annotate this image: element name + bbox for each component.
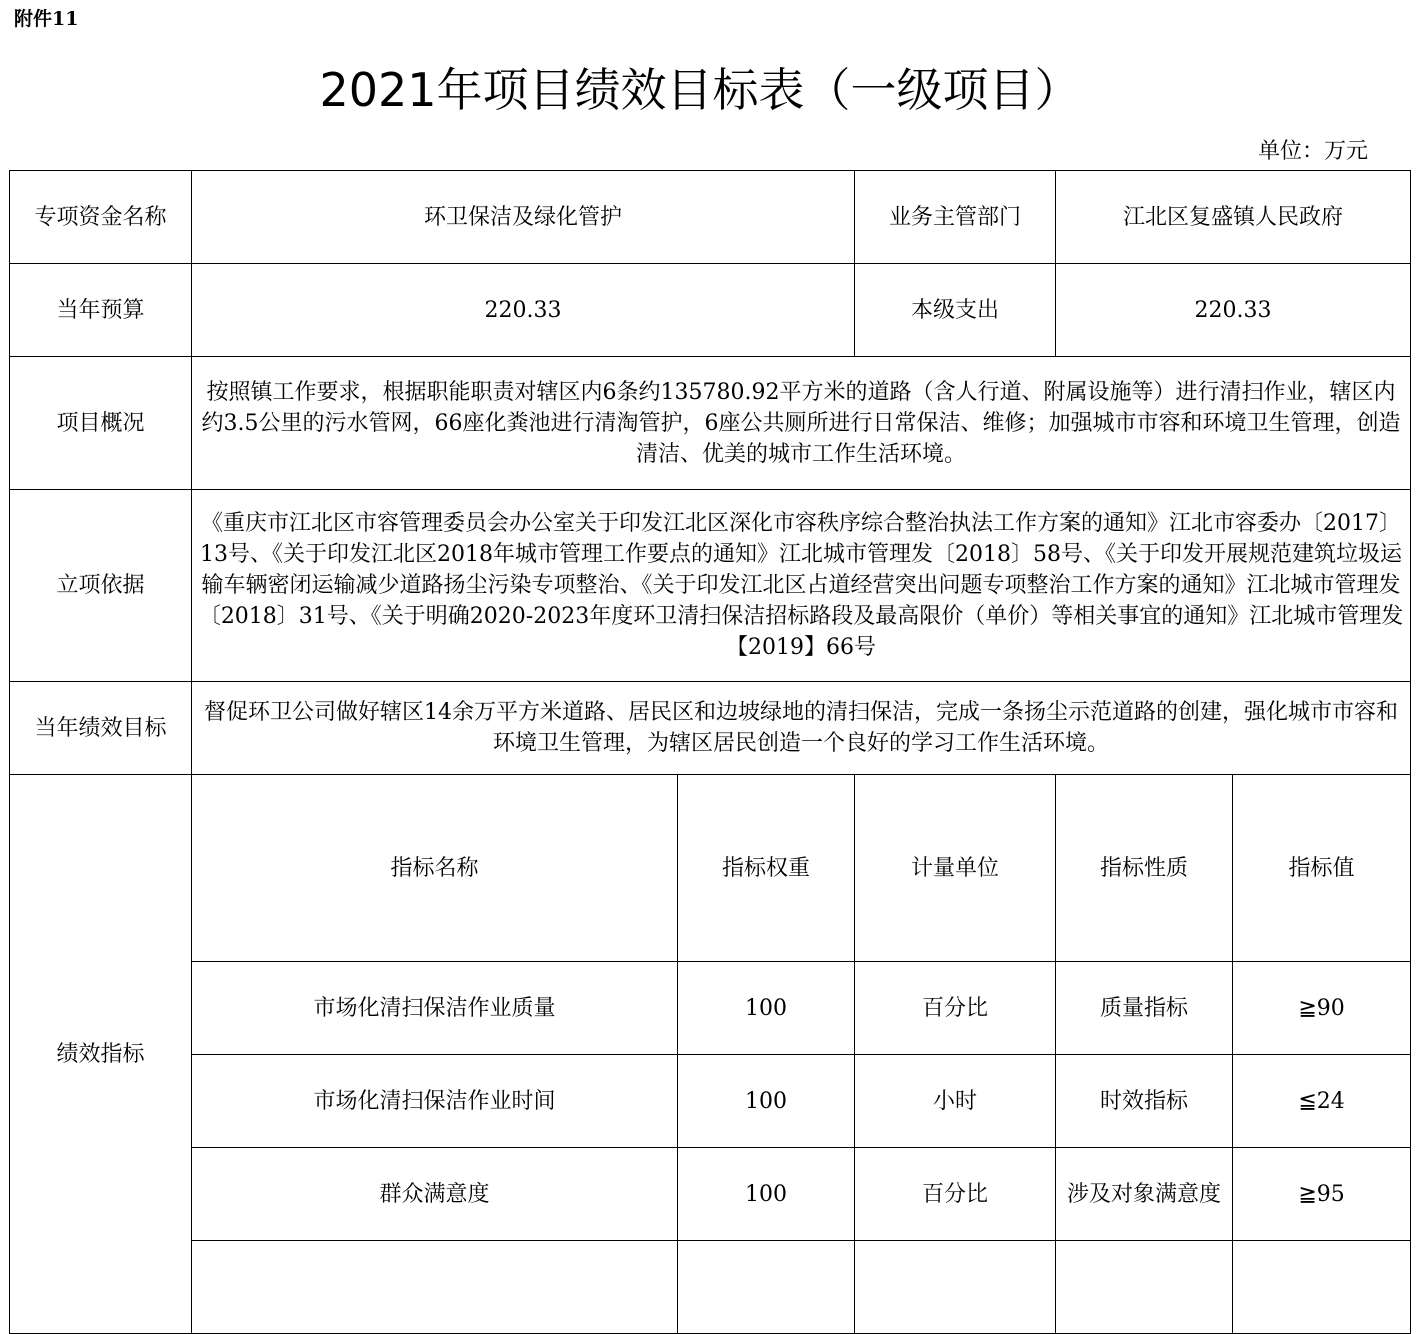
attachment-label: 附件11 [14,8,79,30]
indicator-nature: 质量指标 [1056,962,1233,1055]
fund-name-value: 环卫保洁及绿化管护 [192,171,855,264]
fund-row [10,171,1411,264]
overview-label: 项目概况 [10,357,192,490]
page-title: 2021年项目绩效目标表（一级项目） [319,63,1081,117]
fund-name-label: 专项资金名称 [10,171,192,264]
basis-row [10,490,1411,682]
goal-label: 当年绩效目标 [10,682,192,775]
indicator-value: ≧90 [1233,962,1411,1055]
indicator-nature: 涉及对象满意度 [1056,1148,1233,1241]
empty-cell [1056,1241,1233,1334]
indicator-unit: 百分比 [855,962,1056,1055]
empty-cell [1233,1241,1411,1334]
indicators-label: 绩效指标 [10,775,192,1334]
indicator-weight: 100 [678,1148,855,1241]
indicator-name: 市场化清扫保洁作业时间 [192,1055,678,1148]
indicator-weight: 100 [678,962,855,1055]
basis-label: 立项依据 [10,490,192,682]
goal-text: 督促环卫公司做好辖区14余万平方米道路、居民区和边坡绿地的清扫保洁，完成一条扬尘示范道路的创建，强化城市市容和环境卫生管理，为辖区居民创造一个良好的学习工作生活环境。 [192,682,1411,775]
year-budget-value: 220.33 [192,264,855,357]
empty-cell [192,1241,678,1334]
column-header: 计量单位 [855,775,1056,962]
column-header: 指标名称 [192,775,678,962]
basis-text: 《重庆市江北区市容管理委员会办公室关于印发江北区深化市容秩序综合整治执法工作方案的通知》江北市容委办〔2017〕13号、《关于印发江北区2018年城市管理工作要点的通知》江北城市管理发〔2018〕58号、《关于印发开展规范建筑垃圾运输车辆密闭运输减少道路扬尘污染专项整治、《关于印发江北区占道经营突出问题专项整治工作方案的通知》江北城市管理发〔2018〕31号、《关于明确2020-2023年度环卫清扫保洁招标路段及最高限价（单价）等相关事宜的通知》江北城市管理发【2019】66号 [192,490,1411,682]
unit-label: 单位：万元 [1258,139,1369,164]
goal-row [10,682,1411,775]
indicator-weight: 100 [678,1055,855,1148]
indicator-name: 群众满意度 [192,1148,678,1241]
empty-row [10,1241,1411,1334]
overview-text: 按照镇工作要求，根据职能职责对辖区内6条约135780.92平方米的道路（含人行道、附属设施等）进行清扫作业，辖区内约3.5公里的污水管网，66座化粪池进行清淘管护，6座公共厕所进行日常保洁、维修；加强城市市容和环境卫生管理，创造清洁、优美的城市工作生活环境。 [192,357,1411,490]
indicator-nature: 时效指标 [1056,1055,1233,1148]
indicator-value: ≧95 [1233,1148,1411,1241]
level-expense-value: 220.33 [1056,264,1411,357]
indicator-unit: 小时 [855,1055,1056,1148]
overview-row [10,357,1411,490]
indicator-name: 市场化清扫保洁作业质量 [192,962,678,1055]
budget-row [10,264,1411,357]
indicator-header-row [10,775,1411,962]
indicator-value: ≦24 [1233,1055,1411,1148]
column-header: 指标值 [1233,775,1411,962]
column-header: 指标权重 [678,775,855,962]
dept-label: 业务主管部门 [855,171,1056,264]
year-budget-label: 当年预算 [10,264,192,357]
indicator-unit: 百分比 [855,1148,1056,1241]
performance-goal-table [9,170,1411,1334]
empty-cell [855,1241,1056,1334]
dept-value: 江北区复盛镇人民政府 [1056,171,1411,264]
level-expense-label: 本级支出 [855,264,1056,357]
empty-cell [678,1241,855,1334]
table-row [10,1055,1411,1148]
table-row [10,962,1411,1055]
table-row [10,1148,1411,1241]
column-header: 指标性质 [1056,775,1233,962]
